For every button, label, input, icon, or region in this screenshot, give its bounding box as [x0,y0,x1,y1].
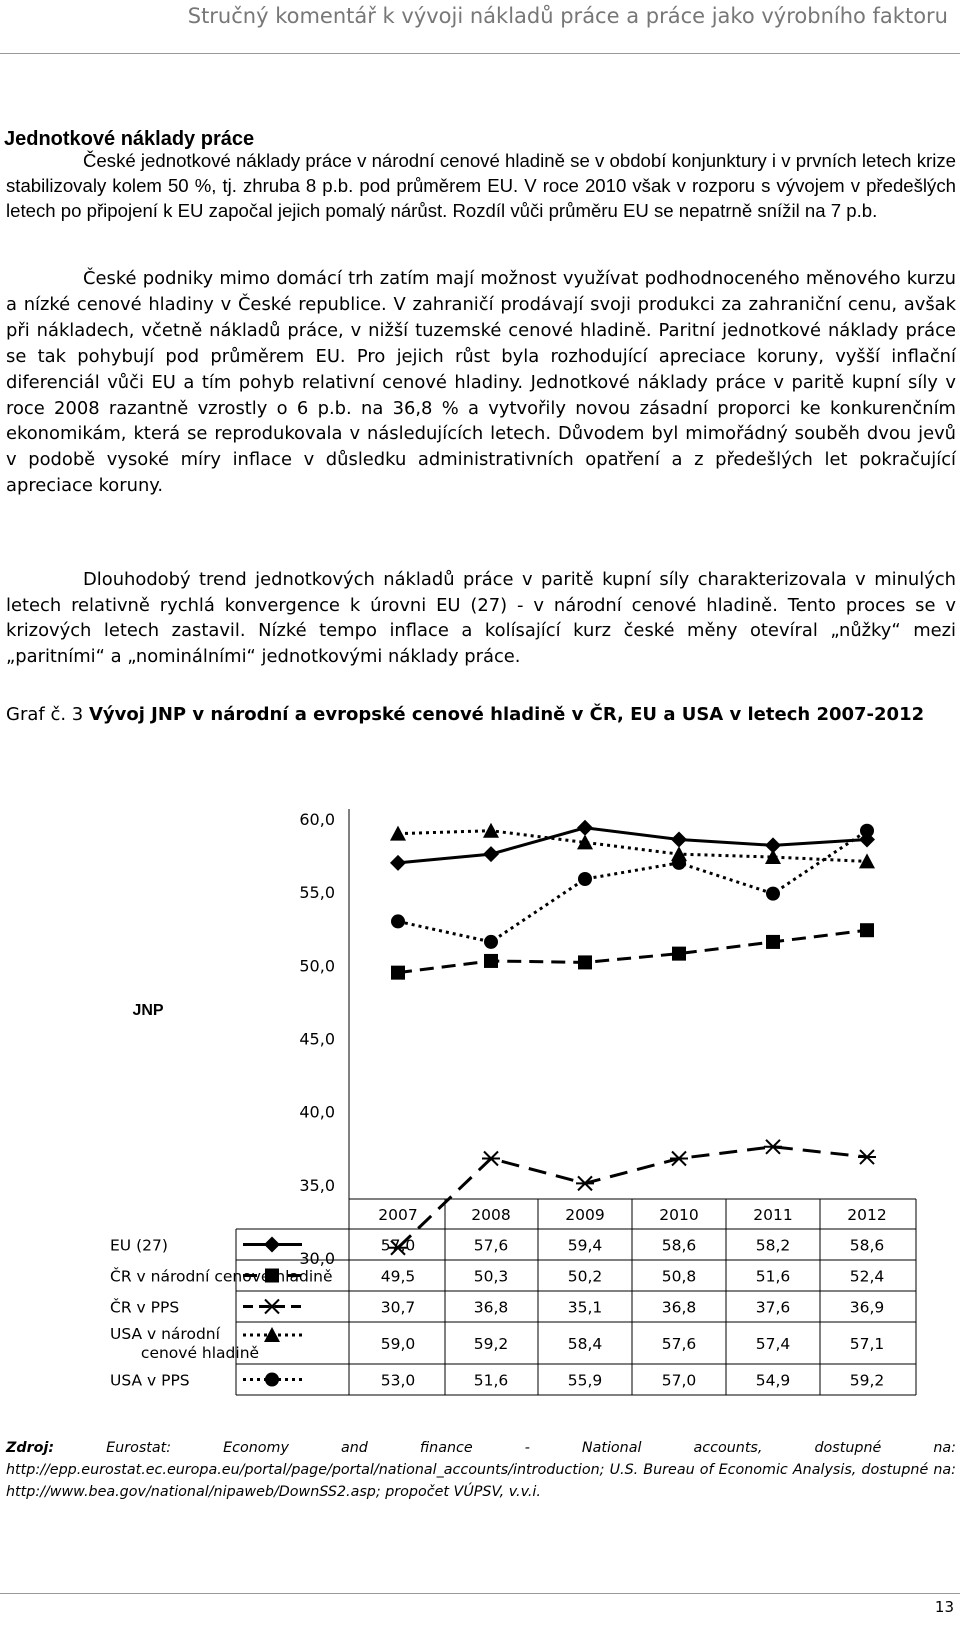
legend-marker [263,1300,281,1314]
data-point [484,954,498,968]
x-tick-label: 2007 [378,1206,418,1224]
paragraph-2: České podniky mimo domácí trh zatím mají možnost využívat podhodnoceného měnového kurzu a nízké cenové hladiny v České republice. V zahraničí prodávají svoji produkci za zahraniční cenu, avšak při nákladech, včetně nákladů práce, v nižší tuzemské cenové hladině. Paritní jednotkové náklady práce se tak pohybují pod průměrem EU. Pro jejich růst byla rozhodující apreciace koruny, vyšší inflační diferenciál vůči EU a tím pohyb relativní cenové hladiny. Jednotkové náklady práce v paritě kupní síly v roce 2008 razantně vzrostly o 6 p.b. na 36,8 % a vytvořily novou zásadní proporci ke konkurenčním ekonomikám, která se reprodukovala v následujících letech. Důvodem byl mimořádný souběh dvou jevů v podobě vysoké míry inflace v důsledku administrativních opatření a z předešlých let pokračující apreciace koruny. [6,268,956,497]
data-label: 58,6 [849,1236,885,1255]
data-label: 59,0 [380,1335,416,1353]
data-label: 57,0 [380,1236,416,1255]
x-tick-label: 2009 [565,1206,605,1224]
y-axis-label: JNP [132,1002,164,1020]
data-label: 51,6 [473,1371,509,1390]
y-tick-label: 55,0 [299,883,335,903]
x-tick-label: 2012 [847,1206,887,1224]
x-tick-label: 2008 [471,1206,511,1224]
data-label: 30,7 [380,1298,416,1317]
data-label: 59,2 [473,1335,509,1353]
x-tick-label: 2010 [659,1206,699,1224]
data-point [766,887,780,901]
legend-label: ČR v PPS [110,1298,180,1317]
y-tick-label: 35,0 [299,1175,335,1195]
data-label: 57,1 [849,1335,885,1353]
data-point [672,856,686,870]
source-note [6,1437,956,1503]
data-label: 58,6 [661,1236,697,1255]
data-label: 50,3 [473,1267,509,1286]
legend-label: EU (27) [110,1236,168,1255]
data-label: 57,6 [473,1236,509,1255]
data-label: 58,4 [567,1335,603,1353]
paragraph-3: Dlouhodobý trend jednotkových nákladů práce v paritě kupní síly charakterizovala v minulých letech relativně rychlá konvergence k úrovni EU (27) - v národní cenové hladině. Tento proces se v krizových letech zastavil. Nízké tempo inflace a kolísající kurz české měny otevíral „nůžky“ mezi „paritními“ a „nominálními“ jednotkovými náklady práce. [6,569,956,667]
data-point [390,855,406,871]
data-point [765,849,781,864]
paragraph-1: České jednotkové náklady práce v národní cenové hladině se v období konjunktury i v prvních letech krize stabilizovaly kolem 50 %, tj. zhruba 8 p.b. pod průměrem EU. V roce 2010 však v rozporu s vývojem v předešlých letech po připojení k EU započal jejich pomalý nárůst. Rozdíl vůči průměru EU se nepatrně snížil na 7 p.b. [6,150,956,221]
header-divider [0,53,960,54]
data-label: 36,8 [473,1298,509,1317]
data-label: 36,9 [849,1298,885,1317]
footer-divider [0,1593,960,1594]
y-tick-label: 30,0 [299,1249,335,1268]
section-title: Jednotkové náklady práce [4,128,255,150]
data-point [391,914,405,928]
x-tick-label: 2011 [753,1206,793,1224]
data-label: 37,6 [755,1298,791,1317]
graph-title: Vývoj JNP v národní a evropské cenové hladině v ČR, EU a USA v letech 2007-2012 [88,704,925,725]
legend-label: ČR v národní cenové hladině [110,1267,333,1286]
data-label: 59,2 [849,1371,885,1390]
data-label: 57,6 [661,1335,697,1353]
data-label: 50,8 [661,1267,697,1286]
data-point [859,853,875,868]
legend-label: cenové hladině [140,1344,260,1362]
page-number: 13 [934,1598,954,1616]
data-label: 57,4 [755,1335,791,1353]
series-line [398,831,867,942]
page-header [0,0,960,56]
data-point [484,935,498,949]
data-point [578,955,592,969]
legend-marker [264,1237,280,1253]
data-label: 58,2 [755,1236,791,1255]
data-point [578,872,592,886]
data-label: 54,9 [755,1371,791,1390]
data-label: 52,4 [849,1267,885,1286]
y-tick-label: 45,0 [299,1029,335,1049]
data-label: 36,8 [661,1298,697,1317]
y-tick-label: 40,0 [299,1102,335,1122]
data-label: 35,1 [567,1298,603,1317]
source-text: Eurostat: Economy and finance - National accounts, dostupné na: http://epp.eurostat.ec.europa.eu/portal/page/portal/national_accounts/introduction; U.S. Bureau of Economic Analysis, dostupné na: http://www.bea.gov/national/nipaweb/DownSS2.asp; propočet VÚPSV, v.v.i. [6,1440,956,1500]
data-point [482,1151,500,1165]
data-point [577,820,593,836]
data-point [766,935,780,949]
data-point [390,826,406,841]
data-label: 51,6 [755,1267,791,1286]
data-label: 53,0 [380,1371,416,1390]
source-label: Zdroj: [6,1440,55,1456]
data-label: 57,0 [661,1371,697,1390]
data-label: 49,5 [380,1267,416,1286]
data-label: 50,2 [567,1267,603,1286]
legend-label: USA v národní [110,1325,220,1343]
data-point [576,1176,594,1190]
data-point [671,831,687,847]
data-point [764,1140,782,1154]
data-point [860,923,874,937]
running-title: Stručný komentář k vývoji nákladů práce a práce jako výrobního faktoru [187,4,948,28]
data-point [483,846,499,862]
data-point [672,947,686,961]
legend-marker [265,1373,279,1387]
data-label: 59,4 [567,1236,603,1255]
graph-number: Graf č. 3 [6,704,84,725]
data-point [858,1150,876,1164]
y-tick-label: 60,0 [299,810,335,829]
graph-caption [6,702,956,728]
data-point [860,824,874,838]
data-point [391,966,405,980]
data-label: 55,9 [567,1371,603,1390]
data-point [670,1151,688,1165]
line-chart [0,790,960,1430]
y-tick-label: 50,0 [299,956,335,976]
legend-label: USA v PPS [110,1371,190,1390]
